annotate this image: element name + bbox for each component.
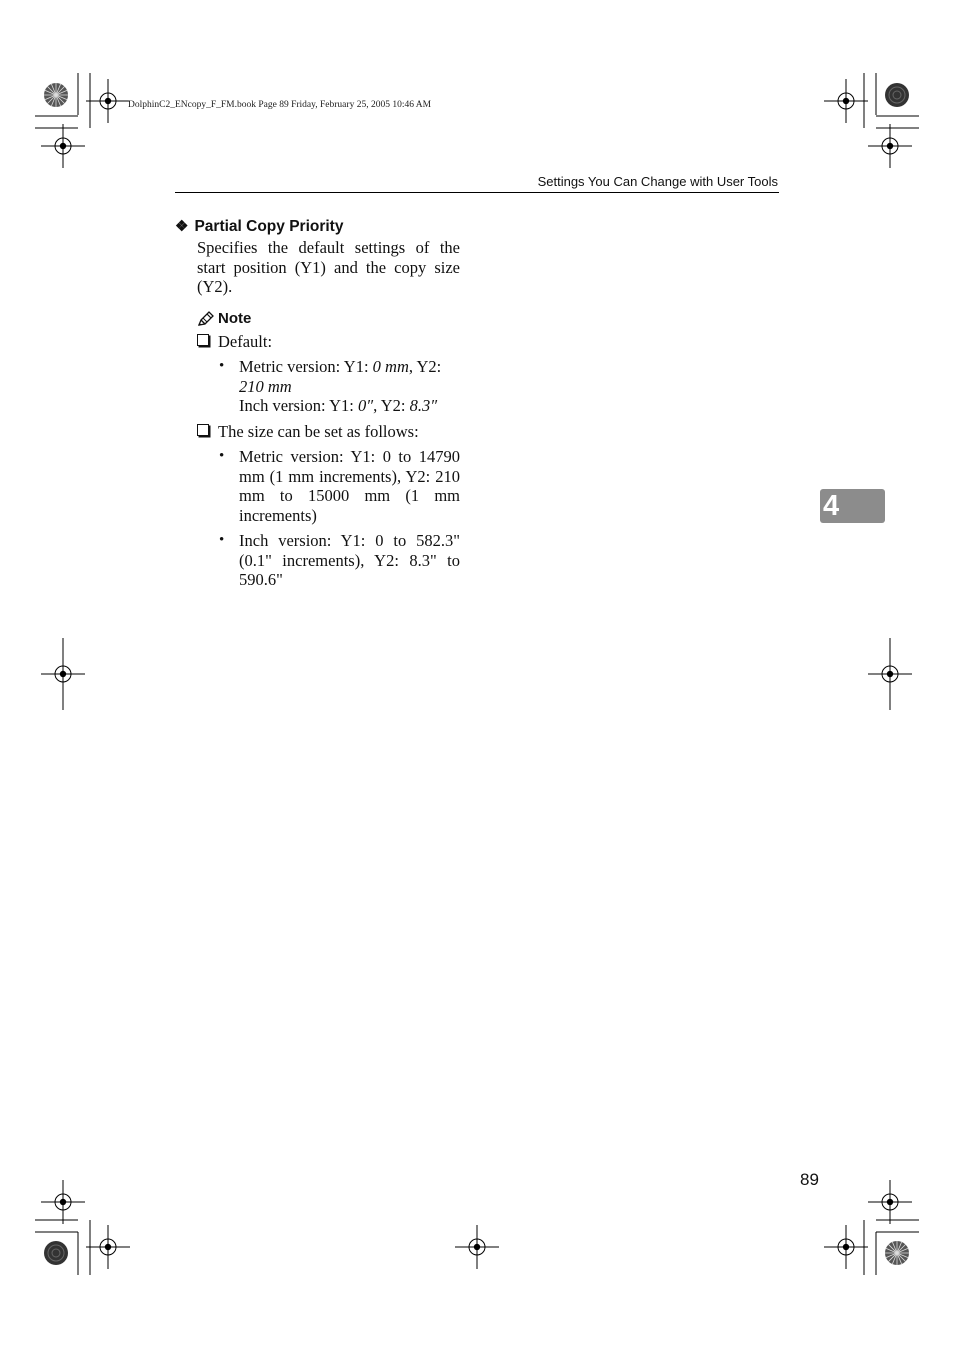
- bullet-text: Metric version: Y1: 0 to 14790 mm (1 mm increments), Y2: 210 mm to 15000 mm (1 mm increments): [239, 447, 460, 526]
- section-description: Specifies the default settings of the start position (Y1) and the copy size (Y2).: [197, 238, 460, 297]
- list-item: [219, 531, 460, 590]
- page-number: 89: [800, 1170, 819, 1189]
- checkbox-bullet-icon: [197, 334, 209, 346]
- section-title: [175, 217, 343, 236]
- bullet-dot-icon: •: [219, 358, 225, 374]
- bullet-dot-icon: •: [219, 532, 225, 548]
- note-item-label: Default:: [218, 332, 273, 351]
- note-title: Note: [218, 310, 252, 327]
- metric-y1-value: 0 mm: [372, 357, 409, 376]
- chapter-number: 4: [823, 490, 840, 522]
- metric-mid: , Y2:: [408, 357, 442, 376]
- pencil-note-icon: [197, 311, 214, 327]
- bullet-text: [239, 357, 460, 416]
- checkbox-bullet-icon: [197, 424, 209, 436]
- note-heading: [197, 310, 251, 327]
- list-item: [219, 357, 460, 416]
- inch-y1-value: 0″: [358, 396, 374, 416]
- diamond-bullet-icon: ❖: [175, 218, 189, 235]
- metric-prefix: Metric version: Y1:: [239, 357, 373, 376]
- inch-y2-value: 8.3″: [409, 396, 438, 416]
- chapter-tab: [820, 489, 885, 523]
- list-item: [219, 447, 460, 526]
- bullet-dot-icon: •: [219, 448, 225, 464]
- bullet-text: Inch version: Y1: 0 to 582.3" (0.1" increments), Y2: 8.3" to 590.6": [239, 531, 460, 590]
- header-rule: [175, 192, 779, 193]
- note-item-label: The size can be set as follows:: [218, 422, 419, 441]
- note-item-default: [197, 332, 272, 352]
- metric-y2-value: 210 mm: [239, 376, 292, 396]
- inch-prefix: Inch version: Y1:: [239, 396, 358, 416]
- print-info-line: DolphinC2_ENcopy_F_FM.book Page 89 Friday, February 25, 2005 10:46 AM: [128, 100, 432, 110]
- inch-mid: , Y2:: [373, 396, 410, 416]
- running-header: Settings You Can Change with User Tools: [537, 174, 778, 189]
- note-item-size: [197, 422, 419, 442]
- section-title-text: Partial Copy Priority: [194, 218, 344, 235]
